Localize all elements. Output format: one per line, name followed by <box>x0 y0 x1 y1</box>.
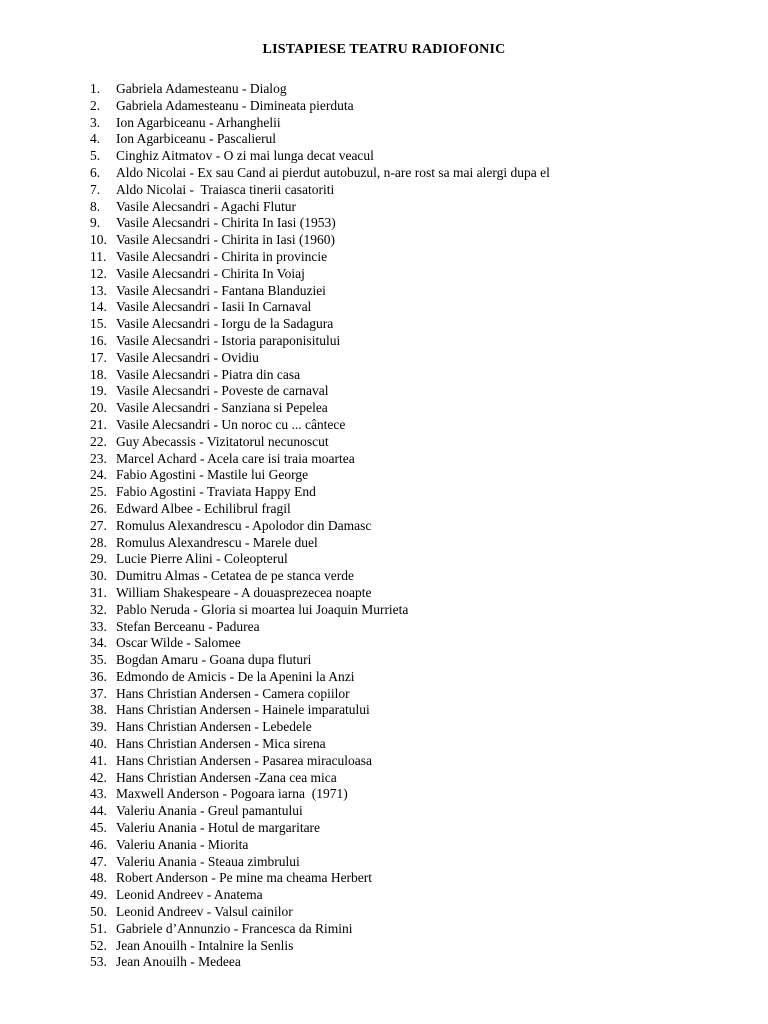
list-item-number: 12. <box>90 265 107 281</box>
list-item-text: Vasile Alecsandri - Poveste de carnaval <box>116 383 329 399</box>
list-item <box>90 232 550 249</box>
list-item-number: 8. <box>90 198 101 214</box>
list-item-text: Valeriu Anania - Steaua zimbrului <box>116 853 300 869</box>
list-item-number: 32. <box>90 601 107 617</box>
list-item <box>90 484 550 501</box>
list-item-text: Edmondo de Amicis - De la Apenini la Anzi <box>116 668 355 684</box>
list-item <box>90 182 550 199</box>
list-item-number: 10. <box>90 232 107 248</box>
list-item <box>90 602 550 619</box>
list-item-text: Robert Anderson - Pe mine ma cheama Herbert <box>116 870 373 886</box>
list-item-number: 23. <box>90 450 107 466</box>
list-item-number: 27. <box>90 517 107 533</box>
list-item <box>90 131 550 148</box>
list-item-text: Ion Agarbiceanu - Pascalierul <box>116 131 277 147</box>
list-item-text: Valeriu Anania - Greul pamantului <box>116 803 303 819</box>
list-item <box>90 299 550 316</box>
list-item <box>90 887 550 904</box>
list-item <box>90 669 550 686</box>
list-item-text: Hans Christian Andersen - Hainele imparatului <box>116 702 370 718</box>
list-item-number: 6. <box>90 164 101 180</box>
list-item-number: 19. <box>90 383 107 399</box>
list-item-text: Bogdan Amaru - Goana dupa fluturi <box>116 652 312 668</box>
list-item-text: Vasile Alecsandri - Chirita In Voiaj <box>116 265 305 281</box>
list-item-number: 14. <box>90 299 107 315</box>
list-item <box>90 551 550 568</box>
list-item <box>90 870 550 887</box>
list-item <box>90 585 550 602</box>
list-item <box>90 451 550 468</box>
list-item-text: Lucie Pierre Alini - Coleopterul <box>116 551 288 567</box>
list-item <box>90 635 550 652</box>
list-item-text: Ion Agarbiceanu - Arhanghelii <box>116 114 281 130</box>
list-item-number: 21. <box>90 416 107 432</box>
list-item-text: Valeriu Anania - Hotul de margaritare <box>116 820 321 836</box>
list-item <box>90 148 550 165</box>
list-item-text: Edward Albee - Echilibrul fragil <box>116 500 291 516</box>
list-item-text: Gabriela Adamesteanu - Dimineata pierduta <box>116 97 354 113</box>
list-item-text: Dumitru Almas - Cetatea de pe stanca verde <box>116 568 355 584</box>
list-item-text: Leonid Andreev - Anatema <box>116 887 263 903</box>
list-item-number: 43. <box>90 786 107 802</box>
list-item-number: 26. <box>90 500 107 516</box>
list-item-number: 53. <box>90 954 107 970</box>
list-item <box>90 702 550 719</box>
list-item-text: Vasile Alecsandri - Iorgu de la Sadagura <box>116 316 334 332</box>
list-item-text: Vasile Alecsandri - Chirita in provincie <box>116 248 328 264</box>
list-item-number: 24. <box>90 467 107 483</box>
list-item-text: Marcel Achard - Acela care isi traia moartea <box>116 450 355 466</box>
list-item-text: Vasile Alecsandri - Iasii In Carnaval <box>116 299 312 315</box>
list-item <box>90 770 550 787</box>
list-item-number: 36. <box>90 668 107 684</box>
list-item-number: 51. <box>90 920 107 936</box>
list-item-text: Leonid Andreev - Valsul cainilor <box>116 904 293 920</box>
list-item-number: 33. <box>90 618 107 634</box>
list-item-number: 15. <box>90 316 107 332</box>
list-item <box>90 837 550 854</box>
list-item-number: 50. <box>90 904 107 920</box>
list-item-number: 42. <box>90 769 107 785</box>
list-item-number: 40. <box>90 736 107 752</box>
list-item-text: Gabriela Adamesteanu - Dialog <box>116 81 287 96</box>
list-item-number: 17. <box>90 349 107 365</box>
list-item-text: Romulus Alexandrescu - Marele duel <box>116 534 318 550</box>
list-item <box>90 115 550 132</box>
list-item-text: Romulus Alexandrescu - Apolodor din Damasc <box>116 517 372 533</box>
list-item <box>90 266 550 283</box>
list-item-text: Vasile Alecsandri - Chirita In Iasi (1953) <box>116 215 336 231</box>
list-item-number: 1. <box>90 81 101 96</box>
list-item <box>90 854 550 871</box>
list-item-text: Aldo Nicolai - Ex sau Cand ai pierdut autobuzul, n-are rost sa mai alergi dupa el <box>116 164 550 180</box>
list-item-number: 5. <box>90 148 101 164</box>
list-item-number: 45. <box>90 820 107 836</box>
list-item-number: 47. <box>90 853 107 869</box>
list-item-number: 44. <box>90 803 107 819</box>
list-item <box>90 736 550 753</box>
list-item-text: Vasile Alecsandri - Agachi Flutur <box>116 198 296 214</box>
list-item-text: Maxwell Anderson - Pogoara iarna (1971) <box>116 786 348 802</box>
document-title: LISTAPIESE TEATRU RADIOFONIC <box>262 42 506 57</box>
list-item <box>90 333 550 350</box>
list-item-number: 22. <box>90 433 107 449</box>
list-item-number: 28. <box>90 534 107 550</box>
list-item-number: 20. <box>90 400 107 416</box>
list-item-number: 29. <box>90 551 107 567</box>
list-item-text: Vasile Alecsandri - Piatra din casa <box>116 366 301 382</box>
list-item-text: Vasile Alecsandri - Istoria paraponisitului <box>116 332 341 348</box>
list-item <box>90 938 550 955</box>
list-item-text: Oscar Wilde - Salomee <box>116 635 241 651</box>
list-item-number: 35. <box>90 652 107 668</box>
list-item-number: 13. <box>90 282 107 298</box>
list-item-text: Hans Christian Andersen - Pasarea miraculoasa <box>116 752 373 768</box>
list-item <box>90 98 550 115</box>
list-item-text: Hans Christian Andersen - Mica sirena <box>116 736 326 752</box>
list-item <box>90 467 550 484</box>
list-item <box>90 568 550 585</box>
list-item-number: 31. <box>90 584 107 600</box>
list-item <box>90 434 550 451</box>
list-item-text: Aldo Nicolai - Traiasca tinerii casatoriti <box>116 181 335 197</box>
list-item <box>90 316 550 333</box>
list-item-number: 18. <box>90 366 107 382</box>
list-item <box>90 921 550 938</box>
list-item <box>90 501 550 518</box>
list-item-text: Jean Anouilh - Intalnire la Senlis <box>116 937 294 953</box>
list-item-number: 3. <box>90 114 101 130</box>
list-item-number: 37. <box>90 685 107 701</box>
list-item <box>90 417 550 434</box>
list-item-number: 52. <box>90 937 107 953</box>
list-item-number: 34. <box>90 635 107 651</box>
list-item-text: Fabio Agostini - Mastile lui George <box>116 467 309 483</box>
list-item <box>90 400 550 417</box>
list-item-number: 48. <box>90 870 107 886</box>
list-item-text: Hans Christian Andersen -Zana cea mica <box>116 769 337 785</box>
list-item <box>90 954 550 971</box>
list-item <box>90 383 550 400</box>
list-item <box>90 215 550 232</box>
list-item-text: Vasile Alecsandri - Sanziana si Pepelea <box>116 400 328 416</box>
list-item-text: Vasile Alecsandri - Fantana Blanduziei <box>116 282 326 298</box>
list-item-number: 11. <box>90 248 107 264</box>
list-item <box>90 753 550 770</box>
list-item <box>90 686 550 703</box>
list-item <box>90 165 550 182</box>
list-item-text: Hans Christian Andersen - Lebedele <box>116 719 312 735</box>
list-item-number: 38. <box>90 702 107 718</box>
list-item-number: 30. <box>90 568 107 584</box>
list-item-number: 41. <box>90 752 107 768</box>
list-item-text: Fabio Agostini - Traviata Happy End <box>116 484 316 500</box>
list-item-text: Hans Christian Andersen - Camera copiilor <box>116 685 350 701</box>
list-item <box>90 350 550 367</box>
list-item <box>90 904 550 921</box>
list-item <box>90 786 550 803</box>
list-item-number: 16. <box>90 332 107 348</box>
list-item-text: Jean Anouilh - Medeea <box>116 954 241 970</box>
list-item-text: Vasile Alecsandri - Un noroc cu ... cântece <box>116 416 346 432</box>
list-item <box>90 619 550 636</box>
list-item <box>90 367 550 384</box>
list-item-number: 49. <box>90 887 107 903</box>
list-item <box>90 283 550 300</box>
list-item-number: 4. <box>90 131 101 147</box>
list-item <box>90 652 550 669</box>
list-item-number: 25. <box>90 484 107 500</box>
list-item-text: Stefan Berceanu - Padurea <box>116 618 260 634</box>
list-item <box>90 249 550 266</box>
list-item-number: 39. <box>90 719 107 735</box>
list-item <box>90 803 550 820</box>
play-list <box>90 81 550 971</box>
list-item <box>90 535 550 552</box>
list-item <box>90 199 550 216</box>
list-item-text: Cinghiz Aitmatov - O zi mai lunga decat veacul <box>116 148 374 164</box>
list-item-number: 2. <box>90 97 101 113</box>
list-item-text: Guy Abecassis - Vizitatorul necunoscut <box>116 433 329 449</box>
list-item-text: Gabriele d’Annunzio - Francesca da Rimini <box>116 920 353 936</box>
list-item-text: Valeriu Anania - Miorita <box>116 836 249 852</box>
list-item-number: 7. <box>90 181 101 197</box>
list-item <box>90 518 550 535</box>
list-item-text: William Shakespeare - A douasprezecea noapte <box>116 584 372 600</box>
list-item-number: 9. <box>90 215 101 231</box>
list-item-text: Pablo Neruda - Gloria si moartea lui Joaquin Murrieta <box>116 601 409 617</box>
list-item-number: 46. <box>90 836 107 852</box>
list-item-text: Vasile Alecsandri - Ovidiu <box>116 349 259 365</box>
list-item <box>90 719 550 736</box>
list-item-text: Vasile Alecsandri - Chirita in Iasi (1960) <box>116 232 335 248</box>
list-item <box>90 81 550 98</box>
list-item <box>90 820 550 837</box>
